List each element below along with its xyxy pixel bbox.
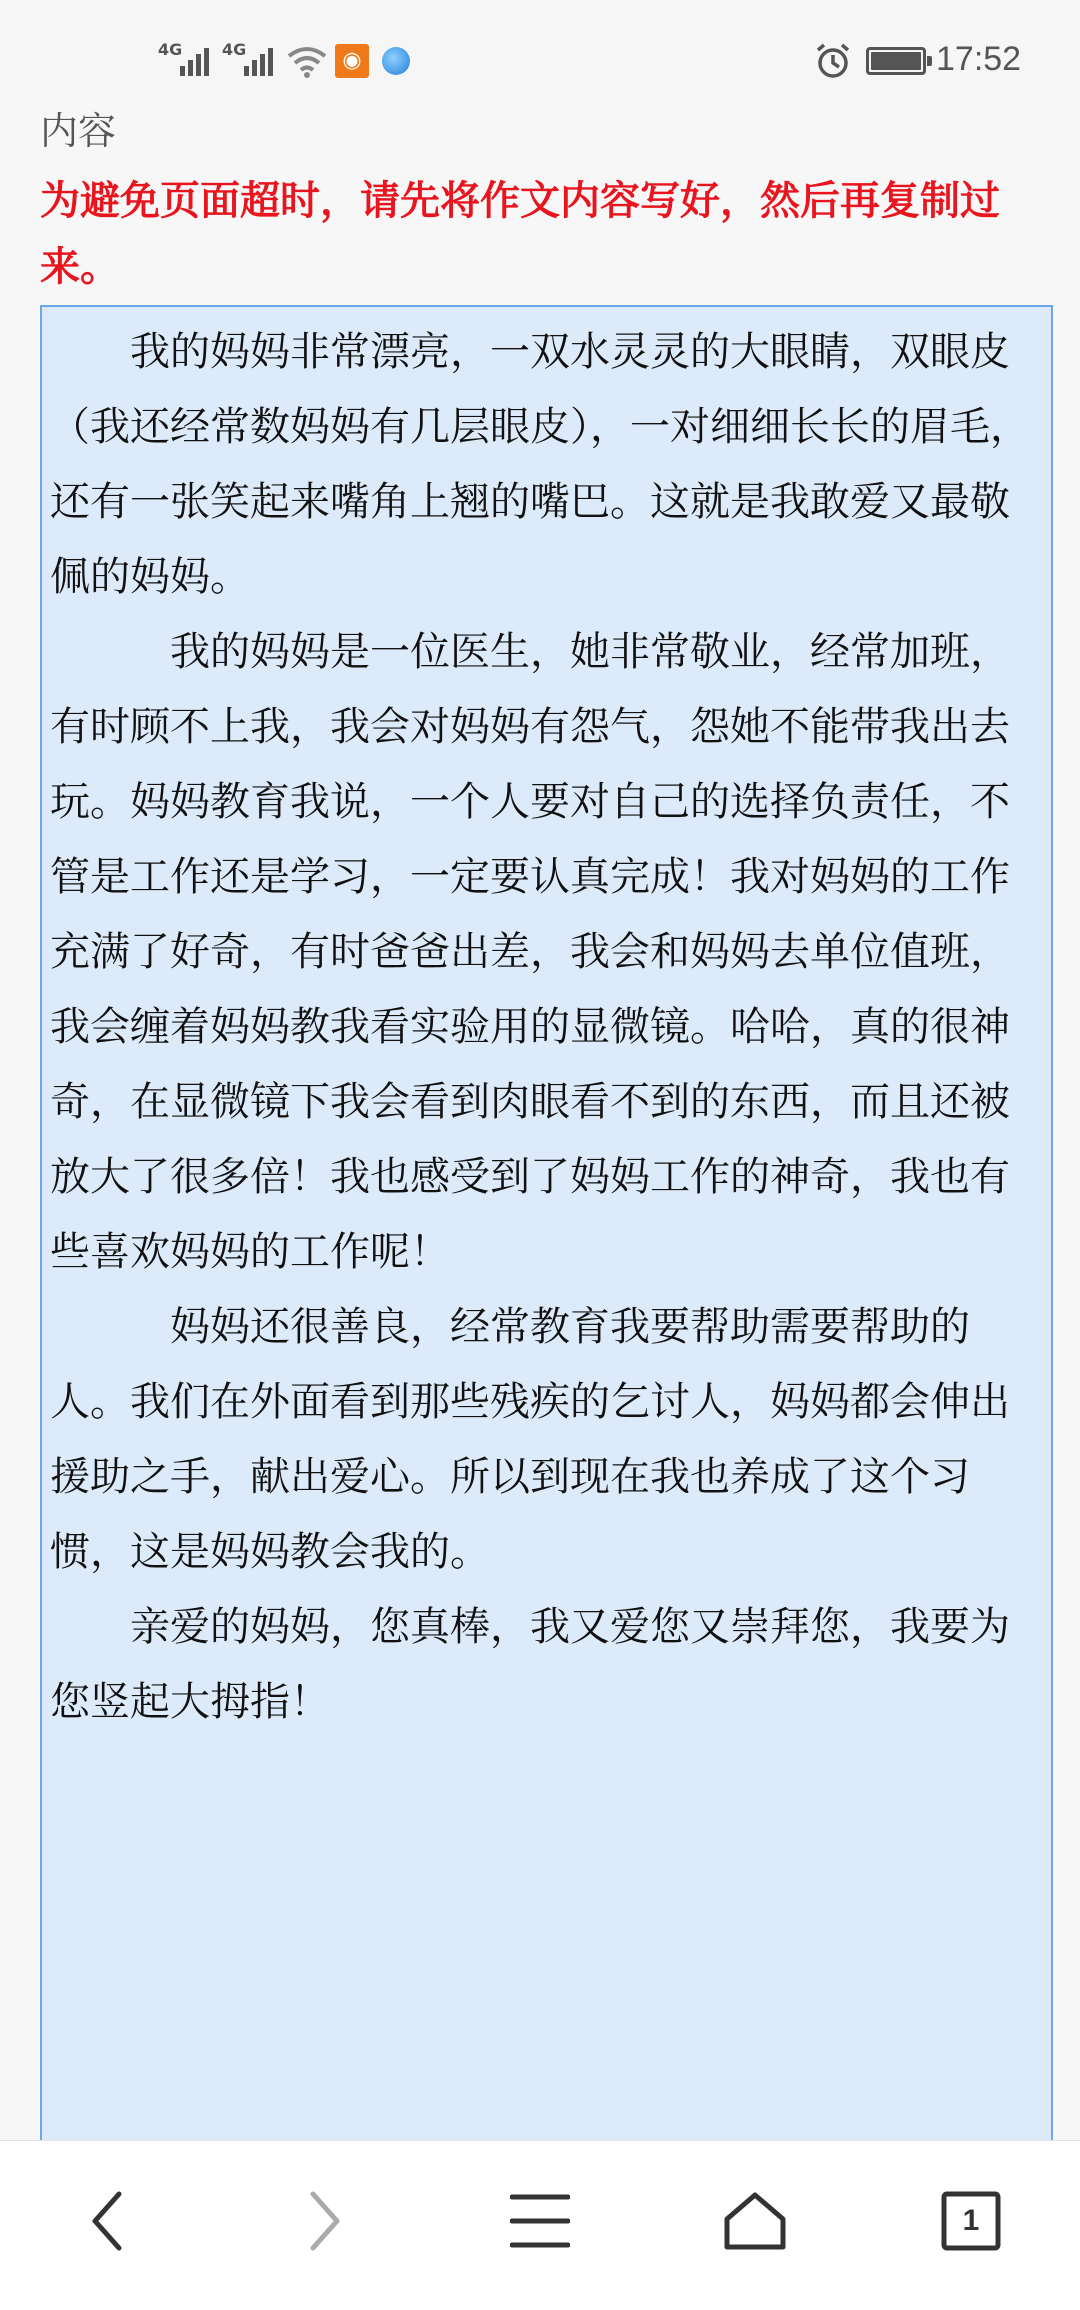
- home-icon: [723, 2191, 787, 2251]
- timeout-warning: 为避免页面超时，请先将作文内容写好，然后再复制过来。: [40, 178, 1000, 290]
- clock: 17:52: [936, 40, 1022, 78]
- battery-icon: [866, 47, 926, 75]
- essay-content-textarea[interactable]: [40, 305, 1053, 2145]
- tabs-button[interactable]: [931, 2181, 1011, 2261]
- app-notification-icon: ◉: [335, 44, 369, 78]
- content-paragraph: 亲爱的妈妈，您真棒，我又爱您又崇拜您，我要为您竖起大拇指！: [50, 1604, 1010, 1725]
- signal-icon: [158, 40, 218, 78]
- wifi-icon: [285, 44, 329, 78]
- browser-notification-icon: [382, 47, 410, 75]
- alarm-icon: [814, 42, 852, 80]
- back-button[interactable]: [67, 2181, 147, 2261]
- signal-type-label: 4G: [222, 40, 247, 59]
- home-button[interactable]: [715, 2181, 795, 2261]
- status-bar: [0, 0, 1080, 100]
- bottom-navigation-bar: [0, 2140, 1080, 2310]
- content-label: 内容: [40, 109, 117, 153]
- menu-icon: [510, 2191, 570, 2251]
- signal-type-label: 4G: [158, 40, 183, 59]
- content-paragraph: 我的妈妈非常漂亮，一双水灵灵的大眼睛，双眼皮（我还经常数妈妈有几层眼皮），一对细细长长的眉毛，还有一张笑起来嘴角上翘的嘴巴。这就是我敢爱又最敬佩的妈妈。: [50, 329, 1030, 600]
- signal-icon: [222, 40, 282, 78]
- content-paragraph: 我的妈妈是一位医生，她非常敬业，经常加班，有时顾不上我，我会对妈妈有怨气，怨她不能带我出去玩。妈妈教育我说，一个人要对自己的选择负责任，不管是工作还是学习，一定要认真完成！我对妈妈的工作充满了好奇，有时爸爸出差，我会和妈妈去单位值班，我会缠着妈妈教我看实验用的显微镜。哈哈，真的很神奇，在显微镜下我会看到肉眼看不到的东西，而且还被放大了很多倍！我也感受到了妈妈工作的神奇，我也有些喜欢妈妈的工作呢！: [50, 629, 1010, 1275]
- menu-button[interactable]: [500, 2181, 580, 2261]
- back-icon: [87, 2190, 127, 2252]
- forward-button[interactable]: [285, 2181, 365, 2261]
- content-paragraph: 妈妈还很善良，经常教育我要帮助需要帮助的人。我们在外面看到那些残疾的乞讨人，妈妈都会伸出援助之手，献出爱心。所以到现在我也养成了这个习惯，这是妈妈教会我的。: [50, 1304, 1010, 1575]
- tab-count: 1: [962, 2204, 980, 2237]
- forward-icon: [305, 2190, 345, 2252]
